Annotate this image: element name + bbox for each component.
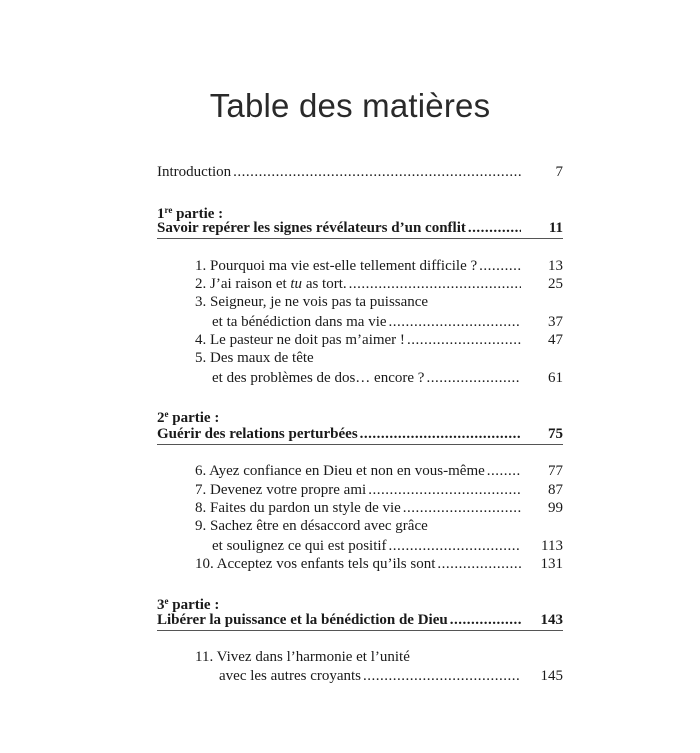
- toc-page-number: 13: [548, 258, 563, 274]
- leader-dots: [349, 275, 521, 293]
- toc-page-number: 143: [540, 612, 563, 628]
- leader-dots: [468, 219, 521, 237]
- part-word: partie :: [168, 410, 220, 426]
- leader-dots: [403, 499, 521, 517]
- leader-dots: [407, 331, 521, 349]
- part-ordinal: 3: [157, 597, 165, 613]
- leader-dots: [233, 163, 521, 181]
- toc-page-number: 145: [540, 668, 563, 684]
- chapter-title-italic: tu: [290, 276, 303, 292]
- toc-entry-introduction[interactable]: [157, 163, 563, 181]
- chapter-title-line: 5. Des maux de tête: [195, 350, 314, 366]
- toc-page-number: 37: [548, 314, 563, 330]
- divider: [157, 444, 563, 445]
- leader-dots: [479, 257, 521, 275]
- leader-dots: [426, 369, 521, 387]
- chapter-title: et des problèmes de dos… encore ?: [212, 370, 425, 386]
- toc-entry-chapter-10[interactable]: [195, 555, 563, 573]
- part-ordinal-suffix: e: [164, 409, 169, 419]
- toc-page-number: 11: [548, 220, 563, 236]
- toc-page-number: 61: [548, 370, 563, 386]
- toc-entry-chapter-5[interactable]: [212, 369, 563, 387]
- leader-dots: [487, 462, 521, 480]
- divider: [157, 238, 563, 239]
- toc-page-number: 113: [541, 538, 563, 554]
- toc-page-number: 77: [548, 463, 563, 479]
- toc-page-number: 25: [548, 276, 563, 292]
- toc-entry-chapter-8[interactable]: [195, 499, 563, 517]
- chapter-title-line: 11. Vivez dans l’harmonie et l’unité: [195, 649, 410, 665]
- chapter-title-line: 3. Seigneur, je ne vois pas ta puissance: [195, 294, 429, 310]
- toc-page-number: 7: [555, 164, 563, 180]
- toc-part-title[interactable]: [157, 219, 563, 237]
- leader-dots: [389, 313, 521, 331]
- toc-page-number: 47: [548, 332, 563, 348]
- toc-page-number: 75: [548, 426, 563, 442]
- toc-page-number: 87: [548, 482, 563, 498]
- toc-entry-chapter-3[interactable]: [212, 313, 563, 331]
- toc-entry-chapter-6[interactable]: [195, 462, 563, 480]
- chapter-title: avec les autres croyants: [219, 668, 362, 684]
- leader-dots: [389, 537, 521, 555]
- part-title: Savoir repérer les signes révélateurs d’un conflit: [157, 220, 466, 236]
- chapter-title: 1. Pourquoi ma vie est-elle tellement difficile ?: [195, 258, 478, 274]
- part-ordinal: 1: [157, 206, 165, 222]
- toc-entry-label: Introduction: [157, 164, 232, 180]
- toc-part-title[interactable]: [157, 611, 563, 629]
- part-word: partie :: [168, 597, 220, 613]
- part-heading: [157, 405, 219, 427]
- toc-entry-chapter-4[interactable]: [195, 331, 563, 349]
- toc-page-number: 99: [548, 500, 563, 516]
- leader-dots: [363, 667, 521, 685]
- part-title: Libérer la puissance et la bénédiction de Dieu: [157, 612, 448, 628]
- leader-dots: [360, 425, 521, 443]
- part-ordinal-suffix: re: [164, 205, 173, 215]
- toc-part-title[interactable]: [157, 425, 563, 443]
- chapter-title: [195, 275, 347, 293]
- divider: [157, 630, 563, 631]
- chapter-title: 7. Devenez votre propre ami: [195, 482, 367, 498]
- chapter-title-part: as tort.: [302, 276, 347, 292]
- toc-entry-chapter-2[interactable]: [195, 275, 563, 293]
- leader-dots: [368, 481, 521, 499]
- part-ordinal-suffix: e: [164, 596, 169, 606]
- chapter-title: et ta bénédiction dans ma vie: [212, 314, 387, 330]
- chapter-title-line: 9. Sachez être en désaccord avec grâce: [195, 518, 428, 534]
- chapter-title: 8. Faites du pardon un style de vie: [195, 500, 401, 516]
- chapter-title: 10. Acceptez vos enfants tels qu’ils sont: [195, 556, 436, 572]
- leader-dots: [450, 611, 521, 629]
- toc-entry-chapter-11[interactable]: [219, 667, 563, 685]
- toc-entry-chapter-9[interactable]: [212, 537, 563, 555]
- part-ordinal: 2: [157, 410, 165, 426]
- toc-page-number: 131: [540, 556, 563, 572]
- toc-entry-chapter-7[interactable]: [195, 481, 563, 499]
- chapter-title-part: 2. J’ai raison et: [195, 276, 291, 292]
- leader-dots: [437, 555, 521, 573]
- chapter-title: 4. Le pasteur ne doit pas m’aimer !: [195, 332, 405, 348]
- chapter-title: et soulignez ce qui est positif: [212, 538, 387, 554]
- toc-entry-chapter-1[interactable]: [195, 257, 563, 275]
- part-word: partie :: [172, 206, 224, 222]
- part-title: Guérir des relations perturbées: [157, 426, 358, 442]
- chapter-title: 6. Ayez confiance en Dieu et non en vous-même: [195, 463, 485, 479]
- page-title: Table des matières: [209, 87, 491, 124]
